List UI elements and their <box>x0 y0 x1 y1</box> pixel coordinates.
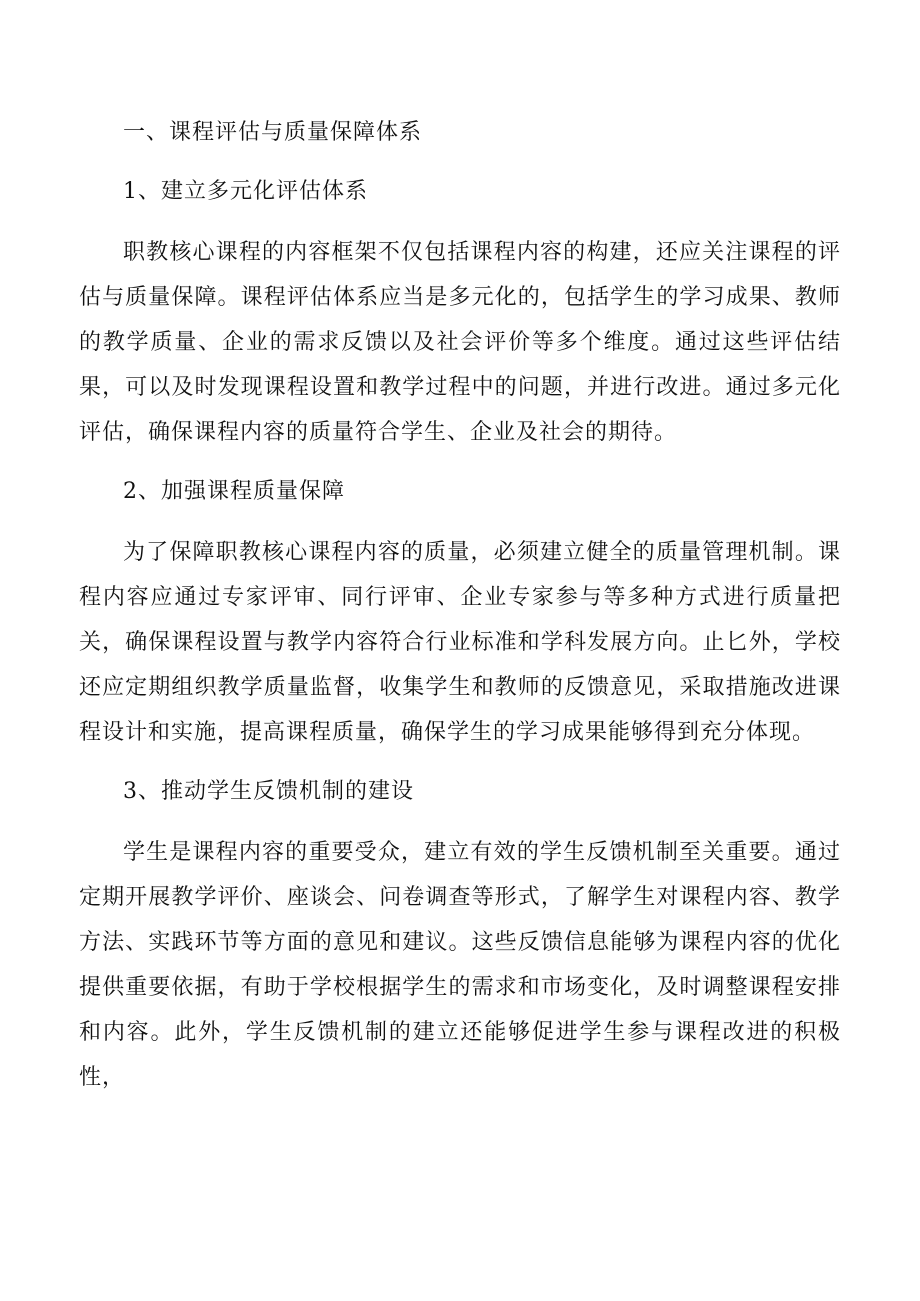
document-body <box>79 112 841 1116</box>
subsection-heading-3: 3、推动学生反馈机制的建设 <box>123 779 414 804</box>
section-title: 一、课程评估与质量保障体系 <box>123 120 423 145</box>
subsection-heading-1: 1、建立多元化评估体系 <box>123 179 368 204</box>
paragraph-3: 学生是课程内容的重要受众，建立有效的学生反馈机制至关重要。通过定期开展教学评价、座谈会、问卷调查等形式，了解学生对课程内容、教学方法、实践环节等方面的意见和建议。这些反馈信息能够为课程内容的优化提供重要依据，有助于学校根据学生的需求和市场变化，及时调整课程安排和内容。此外，学生反馈机制的建立还能够促进学生参与课程改进的积极性， <box>79 840 841 1090</box>
paragraph-1: 职教核心课程的内容框架不仅包括课程内容的构建，还应关注课程的评估与质量保障。课程评估体系应当是多元化的，包括学生的学习成果、教师的教学质量、企业的需求反馈以及社会评价等多个维度。通过这些评估结果，可以及时发现课程设置和教学过程中的问题，并进行改进。通过多元化评估，确保课程内容的质量符合学生、企业及社会的期待。 <box>79 240 841 445</box>
paragraph-2: 为了保障职教核心课程内容的质量，必须建立健全的质量管理机制。课程内容应通过专家评审、同行评审、企业专家参与等多种方式进行质量把关，确保课程设置与教学内容符合行业标准和学科发展方向。止匕外，学校还应定期组织教学质量监督，收集学生和教师的反馈意见，采取措施改进课程设计和实施，提高课程质量，确保学生的学习成果能够得到充分体现。 <box>79 540 841 745</box>
subsection-heading-2: 2、加强课程质量保障 <box>123 479 345 504</box>
